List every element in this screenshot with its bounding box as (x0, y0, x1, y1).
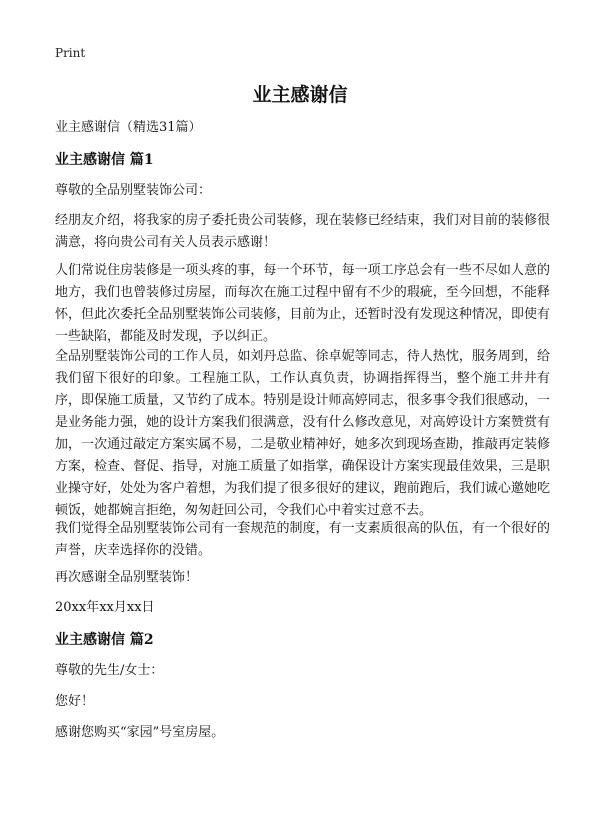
section-1-paragraph: 全品别墅装饰公司的工作人员，如刘丹总监、徐卓妮等同志，待人热忱，服务周到，给我们留下很好的印象。工程施工队，工作认真负责，协调指挥得当，整个施工井井有序，即保施工质量，又节约了成本。特别是设计师高婷同志，很多事令我们很感动，一是业务能力强，她的设计方案我们很满意，没有什么修改意见，对高婷设计方案赞赏有加，一次通过敲定方案实属不易，二是敬业精神好，她多次到现场查勘，推敲再定装修方案，检查、督促、指导，对施工质量了如指掌，确保设计方案实现最佳效果，三是职业操守好，处处为客户着想，为我们提了很多很好的建议，跑前跑后，我们诚心邀她吃顿饭，她都婉言拒绝，匆匆赶回公司，令我们心中着实过意不去。 (55, 349, 550, 518)
section-1-paragraph: 经朋友介绍，将我家的房子委托贵公司装修，现在装修已经结束，我们对目前的装修很满意，将向贵公司有关人员表示感谢！ (55, 213, 550, 250)
section-2-paragraph: 感谢您购买“家园”号室房屋。 (55, 725, 225, 740)
section-2-heading: 业主感谢信 篇2 (55, 632, 154, 648)
print-link[interactable]: Print (55, 46, 86, 60)
section-1-thanks: 再次感谢全品别墅装饰！ (55, 570, 199, 585)
section-1-date: 20xx年xx月xx日 (55, 600, 155, 615)
page-title: 业主感谢信 (252, 84, 348, 106)
section-1-heading: 业主感谢信 篇1 (55, 152, 154, 168)
section-1-salutation: 尊敬的全品别墅装饰公司： (55, 183, 212, 198)
section-1-paragraph: 我们觉得全品别墅装饰公司有一套规范的制度，有一支素质很高的队伍，有一个很好的声誉，庆幸选择你的没错。 (55, 521, 550, 558)
section-2-salutation: 尊敬的先生/女士： (55, 663, 164, 678)
subtitle: 业主感谢信（精选31篇） (55, 120, 202, 135)
section-2-greeting: 您好！ (55, 694, 95, 709)
section-1-paragraph: 人们常说住房装修是一项头疼的事，每一个环节，每一项工序总会有一些不尽如人意的地方，我们也曾装修过房屋，而每次在施工过程中留有不少的瑕疵，至今回想，不能释怀，但此次委托全品别墅装饰公司装修，目前为止，还暂时没有发现这种情况，即使有一些缺陷，都能及时发现，予以纠正。 (55, 263, 550, 344)
